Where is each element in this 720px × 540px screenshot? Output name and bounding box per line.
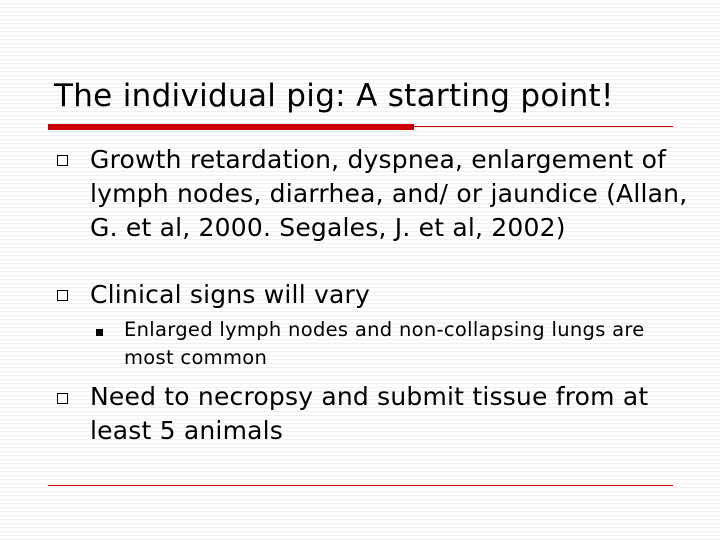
bullet-text-clinical-signs: Clinical signs will vary	[90, 280, 370, 309]
slide-title: The individual pig: A starting point!	[54, 78, 614, 114]
hollow-square-bullet-icon	[57, 393, 68, 404]
title-accent-bar	[48, 124, 414, 130]
sub-bullet-text-enlarged-lymph-nodes: Enlarged lymph nodes and non-collapsing lungs are most common	[124, 318, 645, 369]
hollow-square-bullet-icon	[57, 155, 68, 166]
hollow-square-bullet-icon	[57, 290, 68, 301]
bullet-text-necropsy: Need to necropsy and submit tissue from at least 5 animals	[90, 382, 649, 445]
filled-square-bullet-icon	[96, 329, 103, 336]
bullet-text-growth-retardation: Growth retardation, dyspnea, enlargement of lymph nodes, diarrhea, and/ or jaundice (Allan, G. et al, 2000. Segales, J. et al, 2002)	[90, 145, 688, 242]
footer-divider	[48, 485, 673, 486]
title-underline	[414, 126, 673, 127]
